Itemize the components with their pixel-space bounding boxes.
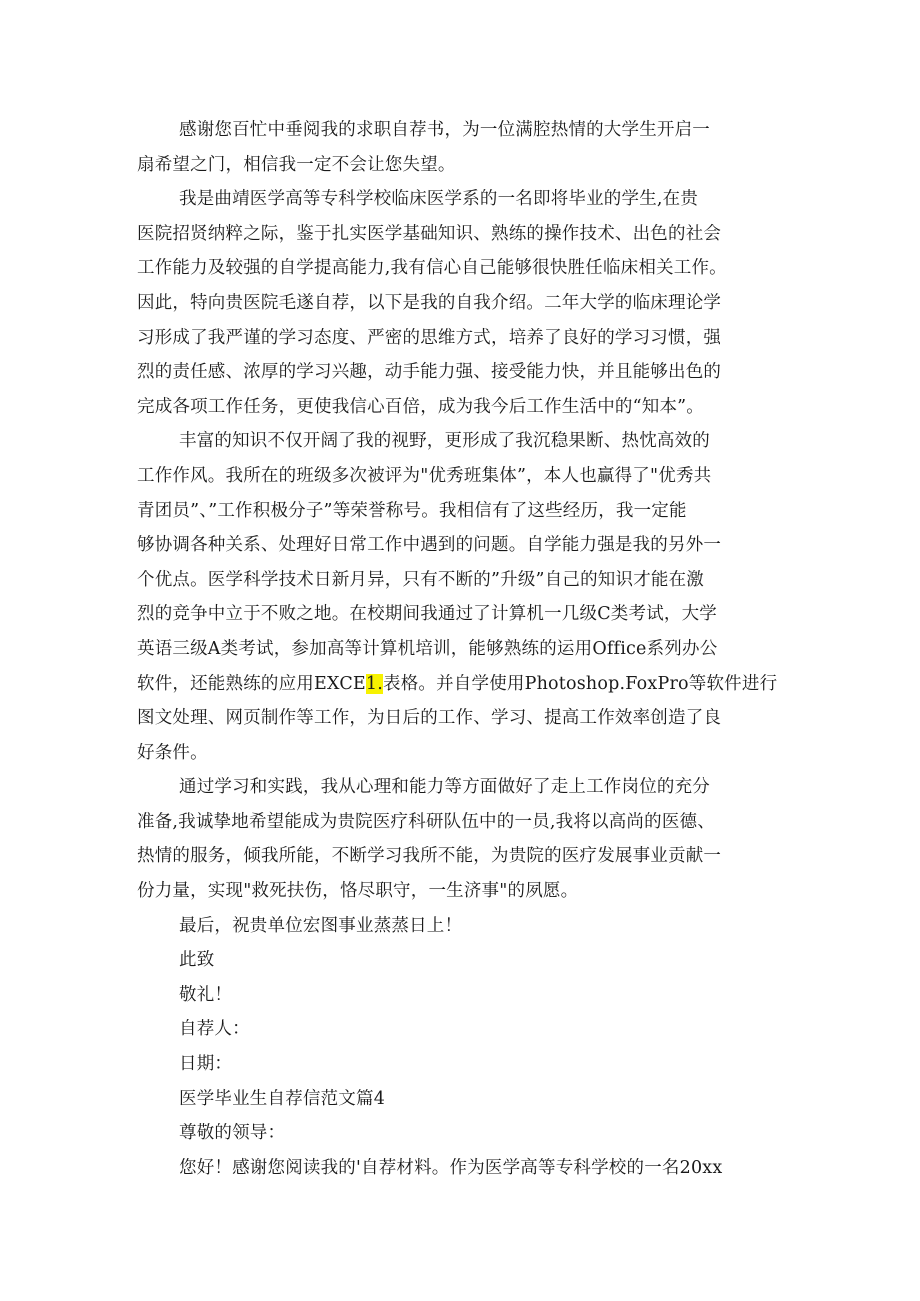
text-line bbox=[137, 1012, 797, 1047]
text-line bbox=[137, 874, 797, 909]
line-text: 完成各项工作任务，更使我信心百倍，成为我今后工作生活中的“知本”。 bbox=[137, 396, 704, 417]
text-line bbox=[137, 563, 797, 598]
line-text: 最后，祝贵单位宏图事业蒸蒸日上！ bbox=[179, 915, 463, 936]
text-line bbox=[137, 494, 797, 529]
line-text: 扇希望之门，相信我一定不会让您失望。 bbox=[137, 154, 456, 175]
line-text: 份力量，实现"救死扶伤，恪尽职守，一生济事"的夙愿。 bbox=[137, 881, 579, 902]
text-line bbox=[137, 736, 797, 771]
text-line bbox=[137, 459, 797, 494]
line-text: 英语三级A类考试，参加高等计算机培训，能够熟练的运用Office系列办公 bbox=[137, 638, 718, 659]
text-line bbox=[137, 390, 797, 425]
line-text: 烈的责任感、浓厚的学习兴趣，动手能力强、接受能力快，并且能够出色的 bbox=[137, 362, 722, 383]
text-line bbox=[137, 1082, 797, 1117]
text-line bbox=[137, 978, 797, 1013]
line-text: 感谢您百忙中垂阅我的求职自荐书，为一位满腔热情的大学生开启一 bbox=[179, 120, 710, 140]
text-line bbox=[137, 839, 797, 874]
line-text: 医学毕业生自荐信范文篇4 bbox=[179, 1088, 386, 1109]
line-text: 日期： bbox=[179, 1054, 233, 1075]
text-line bbox=[137, 1116, 797, 1151]
text-line bbox=[137, 909, 797, 944]
text-line bbox=[137, 1151, 797, 1186]
line-text: 您好！感谢您阅读我的'自荐材料。作为医学高等专科学校的一名20xx bbox=[179, 1157, 723, 1178]
line-text: 烈的竞争中立于不败之地。在校期间我通过了计算机一几级C类考试，大学 bbox=[137, 604, 717, 625]
line-text: 医院招贤纳粹之际，鉴于扎实医学基础知识、熟练的操作技术、出色的社会 bbox=[137, 223, 722, 244]
text-line bbox=[137, 805, 797, 840]
line-text: 个优点。医学科学技术日新月异，只有不断的”升级”自己的知识才能在激 bbox=[137, 569, 704, 590]
text-line bbox=[137, 217, 797, 252]
line-text: 准备,我诚挚地希望能成为贵院医疗科研队伍中的一员,我将以高尚的医德、 bbox=[137, 811, 715, 832]
text-line bbox=[137, 182, 797, 217]
line-text: 工作能力及较强的自学提高能力,我有信心自己能够很快胜任临床相关工作。 bbox=[137, 258, 727, 279]
line-text: 我是曲靖医学高等专科学校临床医学系的一名即将毕业的学生,在贵 bbox=[179, 189, 699, 210]
text-line bbox=[137, 1047, 797, 1082]
line-text: 尊敬的领导： bbox=[179, 1123, 286, 1144]
line-text: 敬礼！ bbox=[179, 984, 233, 1005]
line-text: 够协调各种关系、处理好日常工作中遇到的问题。自学能力强是我的另外一 bbox=[137, 535, 722, 556]
text-line bbox=[137, 943, 797, 978]
line-text: 此致 bbox=[179, 950, 215, 971]
text-line bbox=[137, 632, 797, 667]
line-text: 好条件。 bbox=[137, 742, 208, 763]
line-text: 自荐人： bbox=[179, 1019, 250, 1040]
text-line bbox=[137, 113, 797, 148]
line-text: 热情的服务，倾我所能，不断学习我所不能，为贵院的医疗发展事业贡献一 bbox=[137, 846, 722, 867]
line-text: 图文处理、网页制作等工作，为日后的工作、学习、提高工作效率创造了良 bbox=[137, 708, 722, 729]
line-text-continued: 表格。并自学使用Photoshop.FoxPro等软件进行 bbox=[383, 673, 778, 694]
text-line bbox=[137, 251, 797, 286]
text-line bbox=[137, 701, 797, 736]
line-text: 工作作风。我所在的班级多次被评为"优秀班集体”，本人也赢得了"优秀共 bbox=[137, 465, 712, 486]
line-text: 青团员”、”工作积极分子”等荣誉称号。我相信有了这些经历，我一定能 bbox=[137, 500, 687, 521]
line-text: 因此，特向贵医院毛遂自荐，以下是我的自我介绍。二年大学的临床理论学 bbox=[137, 292, 722, 313]
text-line bbox=[137, 321, 797, 356]
text-line bbox=[137, 770, 797, 805]
line-text: 习形成了我严谨的学习态度、严密的思维方式，培养了良好的学习习惯，强 bbox=[137, 327, 722, 348]
line-text: 通过学习和实践，我从心理和能力等方面做好了走上工作岗位的充分 bbox=[179, 777, 710, 798]
text-line bbox=[137, 424, 797, 459]
text-line bbox=[137, 597, 797, 632]
text-line bbox=[137, 148, 797, 183]
line-text: 软件，还能熟练的应用EXCE bbox=[137, 673, 366, 694]
letter-body bbox=[137, 113, 797, 1185]
text-line bbox=[137, 528, 797, 563]
text-line bbox=[137, 355, 797, 390]
highlighted-text: 1. bbox=[365, 673, 383, 694]
text-line bbox=[137, 286, 797, 321]
line-text: 丰富的知识不仅开阔了我的视野，更形成了我沉稳果断、热忱高效的 bbox=[179, 431, 710, 452]
text-line bbox=[137, 667, 797, 702]
